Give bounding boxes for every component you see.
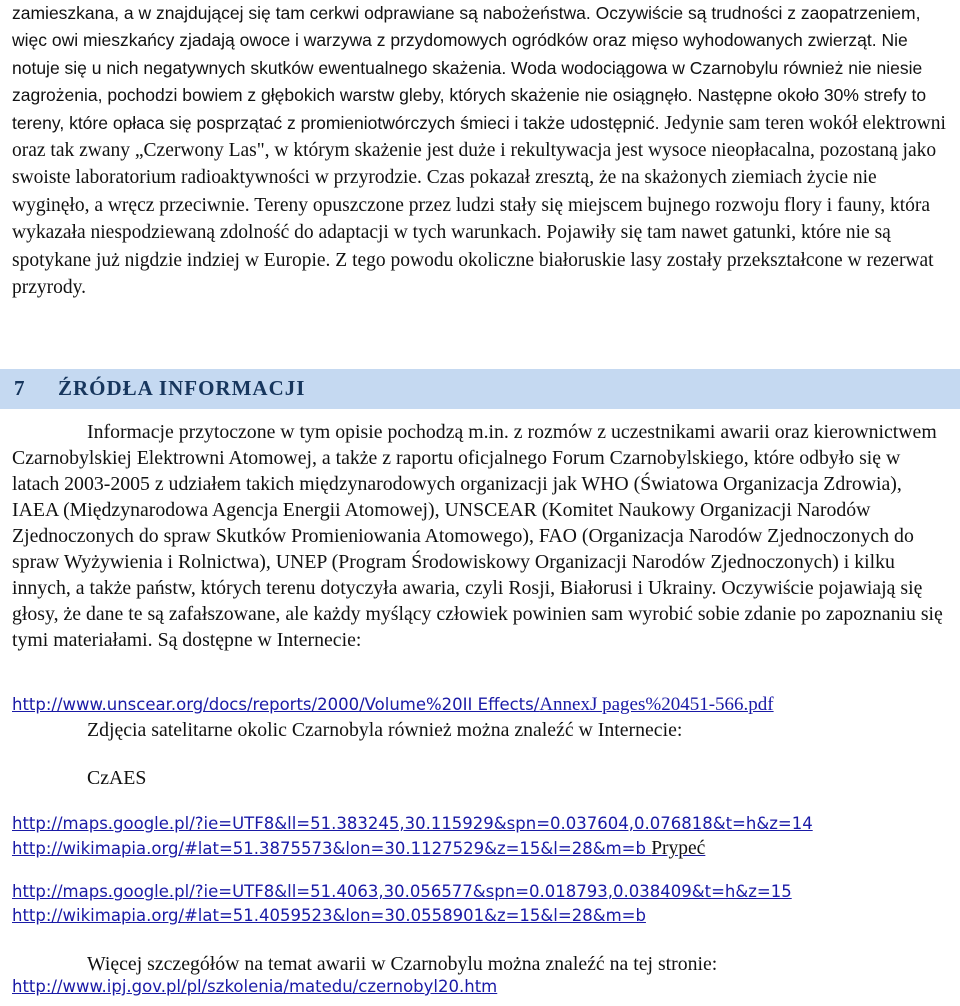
paragraph-1-part-b: Jedynie sam teren wokół elektrowni oraz tak zwany „Czerwony Las", w którym skażenie jest duże i rekultywacja jest wysoce nieopłacalna, pozostaną jako swoiste laboratorium radioaktywności w przyrodzie. Czas pokazał zresztą, że na skażonych ziemiach życie nie wyginęło, a wręcz przeciwnie. Tereny opuszczone przez ludzi stały się miejscem bujnego rozwoju flory i fauny, która wykazała niespodziewaną zdolność do adaptacji w tych warunkach. Pojawiły się tam nawet gatunki, które nie są spotykane już nigdzie indziej w Europie. Z tego powodu okoliczne białoruskie lasy zostały przekształcone w rezerwat przyrody. — [12, 112, 946, 299]
wikimapia-link-1[interactable]: http://wikimapia.org/#lat=51.3875573&lon=30.1127529&z=15&l=28&m=b — [12, 839, 646, 858]
google-maps-link-2[interactable]: http://maps.google.pl/?ie=UTF8&ll=51.4063,30.056577&spn=0.018793,0.038409&t=h&z=15 — [12, 882, 792, 901]
unscear-link-part-b[interactable]: AnnexJ pages%20451-566.pdf — [539, 694, 774, 715]
section-title: ŹRÓDŁA INFORMACJI — [58, 376, 306, 400]
paragraph-1-part-a: zamieszkana, a w znajdującej się tam cerkwi odprawiane są nabożeństwa. Oczywiście są trudności z zaopatrzeniem, więc owi mieszkańcy zjadają owoce i warzywa z przydomowych ogródków oraz mięso wyhodowanych zwierząt. Nie notuje się u nich negatywnych skutków ewentualnego skażenia. Woda wodociągowa w Czarnobylu również nie niesie zagrożenia, pochodzi bowiem z głębokich warstw gleby, których skażenie nie osiągnęło. Następne około 30% strefy to tereny, które opłaca się posprzątać z promieniotwórczych śmieci i także udostępnić. — [12, 3, 927, 133]
google-maps-link-1[interactable]: http://maps.google.pl/?ie=UTF8&ll=51.383245,30.115929&spn=0.037604,0.076818&t=h&z=14 — [12, 814, 813, 833]
section-heading — [14, 376, 305, 401]
prypec-label: Prypeć — [651, 838, 706, 859]
wikimapia-link-1-line — [12, 838, 705, 860]
more-info-text: Więcej szczegółów na temat awarii w Czarnobylu można znaleźć na tej stronie: — [87, 953, 718, 975]
body-paragraph-1 — [12, 0, 952, 301]
section-number: 7 — [14, 376, 26, 400]
czaes-label: CzAES — [87, 767, 147, 789]
unscear-link-part-a[interactable]: http://www.unscear.org/docs/reports/2000/Volume%20II Effects/ — [12, 695, 540, 714]
sources-paragraph: Informacje przytoczone w tym opisie pochodzą m.in. z rozmów z uczestnikami awarii oraz kierownictwem Czarnobylskiej Elektrowni Atomowej, a także z raportu oficjalnego Forum Czarnobylskiego, które odbyło się w latach 2003-2005 z udziałem takich międzynarodowych organizacji jak WHO (Światowa Organizacja Zdrowia), IAEA (Międzynarodowa Agencja Energii Atomowej), UNSCEAR (Komitet Naukowy Organizacji Narodów Zjednoczonych do spraw Skutków Promieniowania Atomowego), FAO (Organizacja Narodów Zjednoczonych do spraw Wyżywienia i Rolnictwa), UNEP (Program Środowiskowy Organizacji Narodów Zjednoczonych) i kilku innych, a także państw, których terenu dotyczyła awaria, czyli Rosji, Białorusi i Ukrainy. Oczywiście pojawiają się głosy, że dane te są zafałszowane, ale każdy myślący człowiek powinien sam wyrobić sobie zdanie po zapoznaniu się tymi materiałami. Są dostępne w Internecie: — [12, 421, 943, 651]
wikimapia-link-2[interactable]: http://wikimapia.org/#lat=51.4059523&lon=30.0558901&z=15&l=28&m=b — [12, 906, 646, 925]
satellite-images-text: Zdjęcia satelitarne okolic Czarnobyla również można znaleźć w Internecie: — [87, 719, 683, 741]
unscear-report-link[interactable] — [12, 694, 774, 716]
ipj-link[interactable]: http://www.ipj.gov.pl/pl/szkolenia/matedu/czernobyl20.htm — [12, 977, 498, 996]
